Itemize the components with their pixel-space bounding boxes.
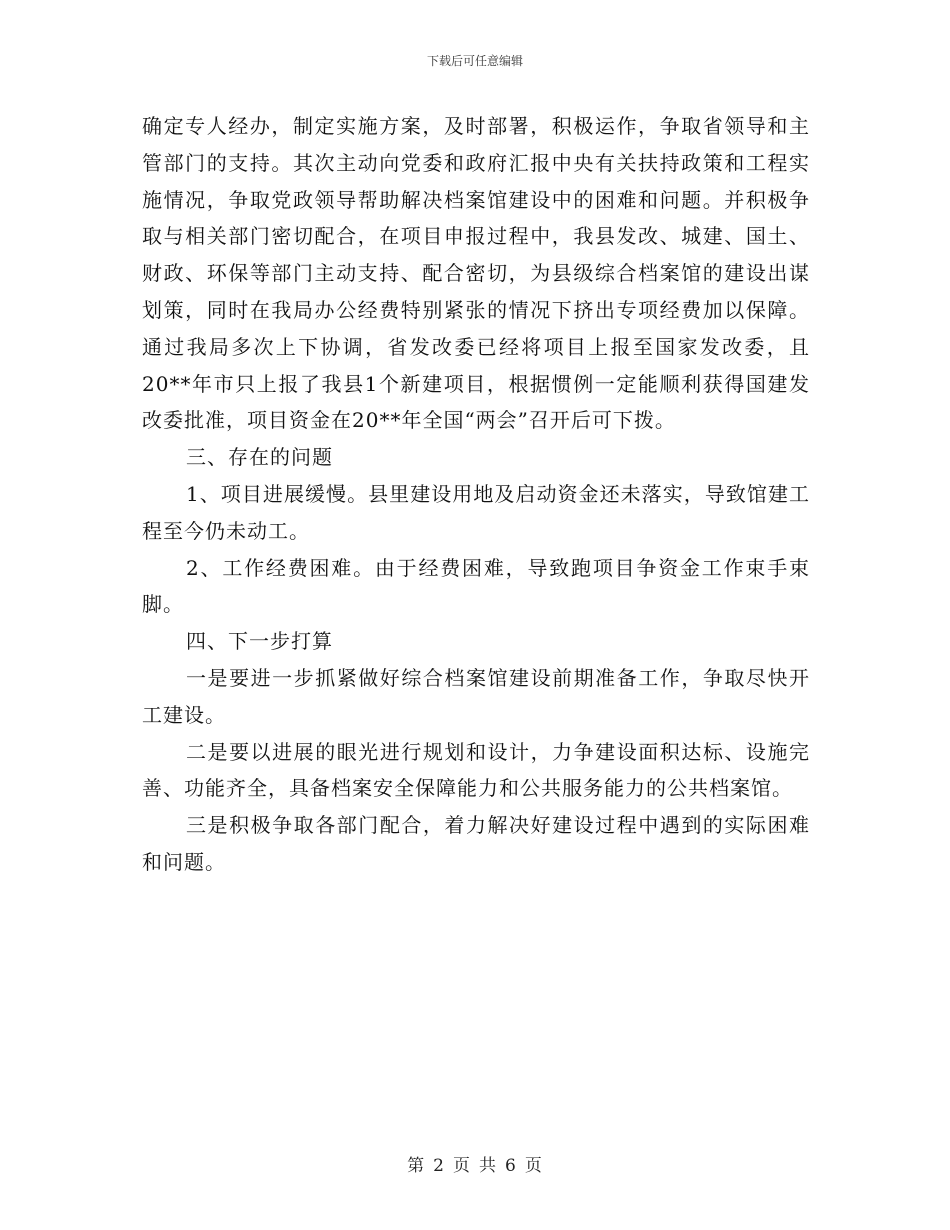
footer-label-page: 第 <box>407 1156 426 1176</box>
page-footer <box>0 1154 950 1178</box>
paragraph-plan-1: 一是要进一步抓紧做好综合档案馆建设前期准备工作，争取尽快开工建设。 <box>142 665 810 727</box>
paragraph-plan-3: 三是积极争取各部门配合，着力解决好建设过程中遇到的实际困难和问题。 <box>142 813 810 874</box>
paragraph-problem-2: 2、工作经费困难。由于经费困难，导致跑项目争资金工作束手束脚。 <box>142 555 810 617</box>
section-heading-next-steps: 四、下一步打算 <box>186 629 333 654</box>
document-body <box>142 108 810 881</box>
footer-label-total: 共 <box>479 1156 497 1176</box>
footer-label-ye-end: 页 <box>524 1156 543 1176</box>
page-header: 下载后可任意编辑 <box>426 54 523 68</box>
paragraph-plan-2: 二是要以进展的眼光进行规划和设计，力争建设面积达标、设施完善、功能齐全，具备档案安全保障能力和公共服务能力的公共档案馆。 <box>142 739 810 801</box>
section-heading-problems: 三、存在的问题 <box>186 445 333 470</box>
page-number-total: 6 <box>505 1156 517 1176</box>
footer-label-ye: 页 <box>453 1156 471 1176</box>
page-number-current: 2 <box>433 1156 445 1176</box>
paragraph-problem-1: 1、项目进展缓慢。县里建设用地及启动资金还未落实，导致馆建工程至今仍未动工。 <box>142 481 810 543</box>
paragraph-continued: 确定专人经办，制定实施方案，及时部署，积极运作，争取省领导和主管部门的支持。其次主动向党委和政府汇报中央有关扶持政策和工程实施情况，争取党政领导帮助解决档案馆建设中的困难和问题。并积极争取与相关部门密切配合，在项目申报过程中，我县发改、城建、国土、财政、环保等部门主动支持、配合密切，为县级综合档案馆的建设出谋划策，同时在我局办公经费特别紧张的情况下挤出专项经费加以保障。通过我局多次上下协调，省发改委已经将项目上报至国家发改委，且20**年市只上报了我县1个新建项目，根据惯例一定能顺利获得国建发改委批准，项目资金在20**年全国“两会”召开后可下拨。 <box>142 114 810 433</box>
